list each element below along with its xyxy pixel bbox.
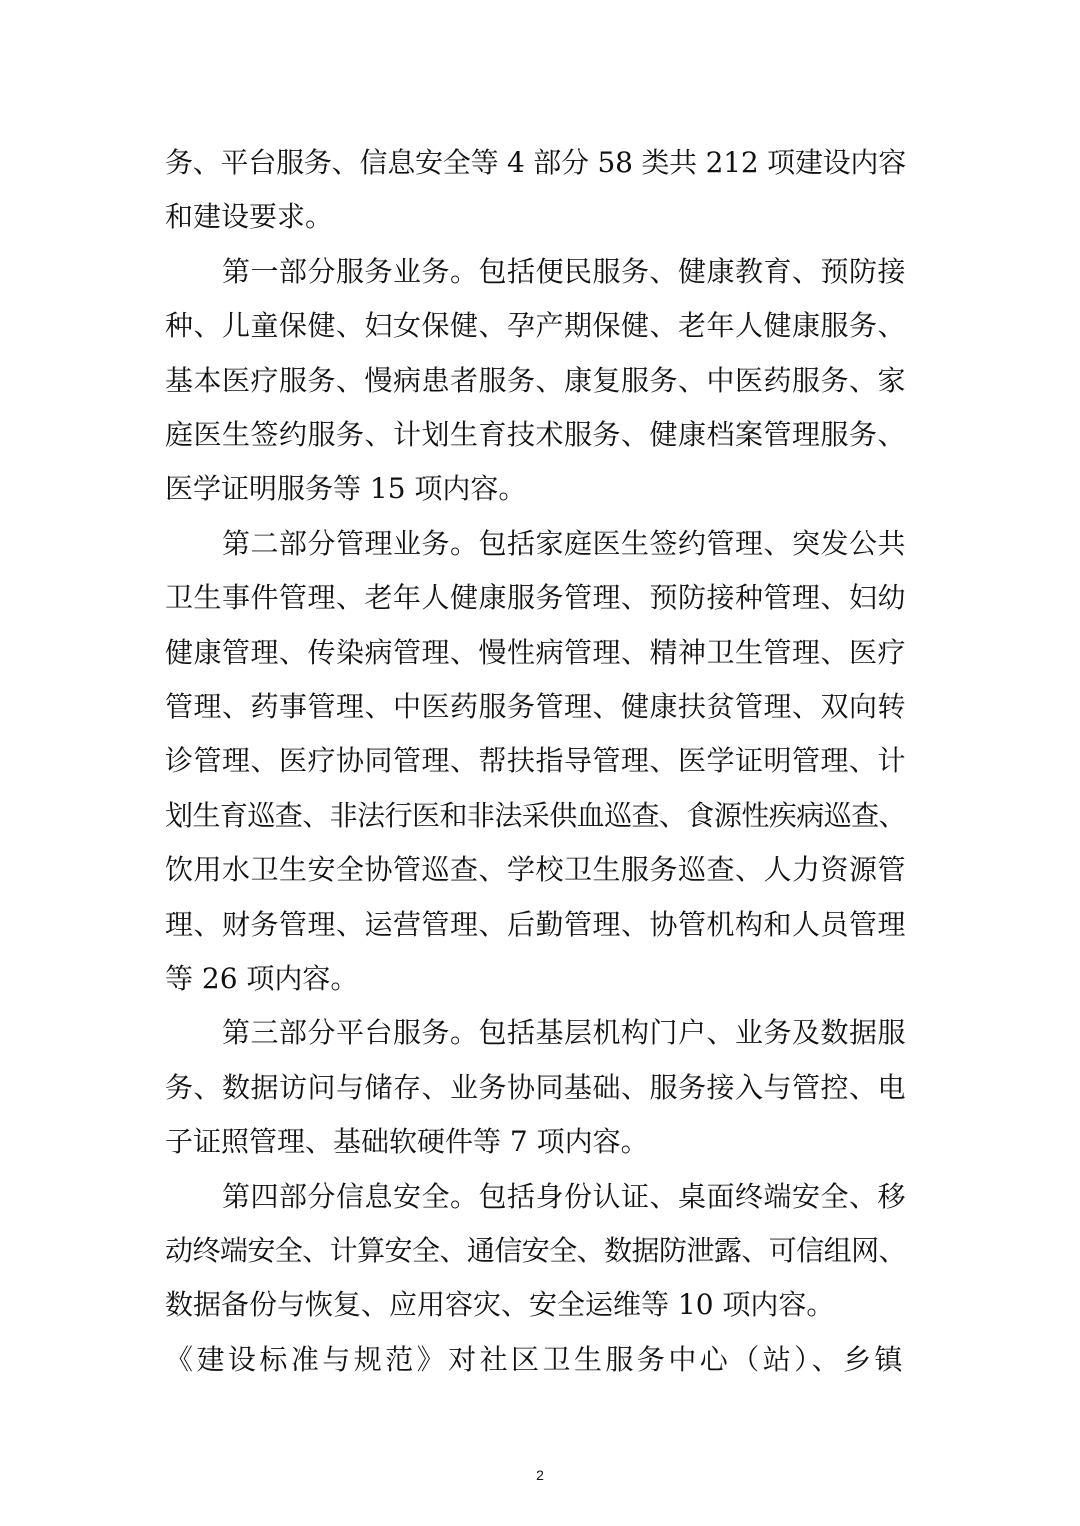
text-line: 第一部分服务业务。包括便民服务、健康教育、预防接 bbox=[222, 254, 906, 288]
page-number: 2 bbox=[536, 1467, 544, 1483]
text-line: 卫生事件管理、老年人健康服务管理、预防接种管理、妇幼 bbox=[165, 581, 906, 615]
text-line: 务、数据访问与储存、业务协同基础、服务接入与管控、电 bbox=[165, 1070, 906, 1104]
text-line: 动终端安全、计算安全、通信安全、数据防泄露、可信组网、 bbox=[165, 1234, 906, 1267]
text-line: 基本医疗服务、慢病患者服务、康复服务、中医药服务、家 bbox=[165, 363, 906, 397]
text-line: 饮用水卫生安全协管巡查、学校卫生服务巡查、人力资源管 bbox=[165, 853, 906, 887]
text-line: 《建设标准与规范》对社区卫生服务中心（站）、乡镇 bbox=[165, 1342, 906, 1376]
text-line: 健康管理、传染病管理、慢性病管理、精神卫生管理、医疗 bbox=[165, 635, 906, 669]
text-line: 理、财务管理、运营管理、后勤管理、协管机构和人员管理 bbox=[165, 907, 906, 941]
text-line: 诊管理、医疗协同管理、帮扶指导管理、医学证明管理、计 bbox=[165, 744, 906, 778]
text-line: 种、儿童保健、妇女保健、孕产期保健、老年人健康服务、 bbox=[165, 309, 906, 343]
text-line: 第三部分平台服务。包括基层机构门户、业务及数据服 bbox=[222, 1016, 906, 1050]
text-line: 务、平台服务、信息安全等 4 部分 58 类共 212 项建设内容 bbox=[165, 146, 906, 179]
text-line: 第四部分信息安全。包括身份认证、桌面终端安全、移 bbox=[222, 1179, 906, 1213]
text-line: 等 26 项内容。 bbox=[165, 962, 359, 995]
text-line: 医学证明服务等 15 项内容。 bbox=[165, 472, 527, 506]
text-line: 子证照管理、基础软硬件等 7 项内容。 bbox=[165, 1125, 649, 1159]
text-line: 第二部分管理业务。包括家庭医生签约管理、突发公共 bbox=[222, 526, 906, 560]
text-line: 庭医生签约服务、计划生育技术服务、健康档案管理服务、 bbox=[165, 418, 906, 451]
text-line: 和建设要求。 bbox=[165, 200, 334, 234]
text-line: 划生育巡查、非法行医和非法采供血巡查、食源性疾病巡查、 bbox=[165, 798, 906, 832]
text-line: 管理、药事管理、中医药服务管理、健康扶贫管理、双向转 bbox=[165, 690, 906, 723]
text-line: 数据备份与恢复、应用容灾、安全运维等 10 项内容。 bbox=[165, 1288, 835, 1322]
